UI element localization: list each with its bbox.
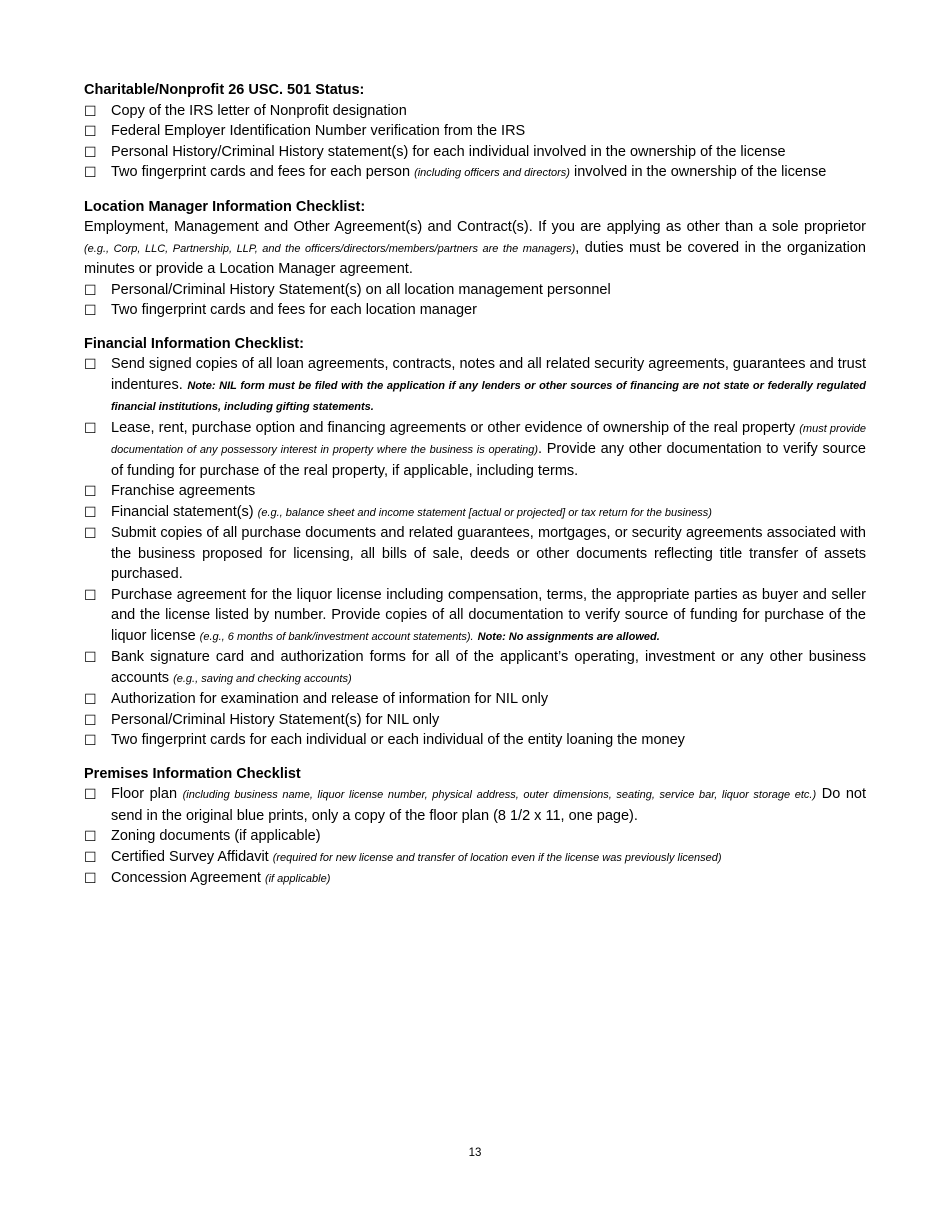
checklist-item[interactable] [84, 585, 866, 648]
location-manager-heading: Location Manager Information Checklist: [84, 198, 366, 215]
checklist-item[interactable] [84, 826, 866, 847]
location-manager-paragraph [84, 217, 866, 280]
item-text: Floor plan [111, 786, 178, 802]
checklist-item[interactable] [84, 784, 866, 826]
checkbox-icon[interactable]: ☐ [84, 302, 97, 318]
item-text: Zoning documents (if applicable) [111, 828, 321, 844]
item-note: (e.g., balance sheet and income statement [actual or projected] or tax return for the business) [257, 506, 712, 519]
checkbox-icon[interactable]: ☐ [84, 483, 97, 499]
item-text: Concession Agreement [111, 870, 261, 886]
checkbox-icon[interactable]: ☐ [84, 649, 97, 665]
checklist-item[interactable] [84, 101, 866, 122]
checkbox-icon[interactable]: ☐ [84, 711, 97, 728]
checkbox-icon[interactable]: ☐ [84, 586, 97, 603]
financial-section [84, 334, 866, 751]
para-note: (e.g., Corp, LLC, Partnership, LLP, and the officers/directors/members/partners are the managers) [84, 242, 576, 255]
item-text: Two fingerprint cards and fees for each person [111, 164, 411, 180]
charitable-heading: Charitable/Nonprofit 26 USC. 501 Status: [84, 82, 365, 98]
item-text: Certified Survey Affidavit [111, 848, 269, 865]
item-text: . Provide any other documentation to verify source of funding for purchase of the real property, if applicable, including terms. [111, 441, 866, 479]
item-text: Do not send in the original blue prints, only a copy of the floor plan (8 1/2 x 11, one page). [111, 786, 866, 824]
item-note: (e.g., 6 months of bank/investment account statements). [199, 630, 474, 643]
checklist-item[interactable] [84, 523, 866, 585]
item-text: Federal Employer Identification Number verification from the IRS [111, 123, 526, 139]
item-bold-note: Note: NIL form must be filed with the application if any lenders or other sources of financing are not state or federally regulated financial institutions, including gifting statements. [111, 379, 866, 413]
item-text: Two fingerprint cards and fees for each location manager [111, 302, 477, 318]
checklist-item[interactable] [84, 502, 866, 524]
checkbox-icon[interactable]: ☐ [84, 848, 97, 865]
checklist-item[interactable] [84, 121, 866, 142]
checklist-item[interactable] [84, 847, 866, 869]
checkbox-icon[interactable]: ☐ [84, 164, 97, 180]
checkbox-icon[interactable]: ☐ [84, 786, 97, 802]
checkbox-icon[interactable]: ☐ [84, 143, 97, 160]
item-text: Financial statement(s) [111, 503, 254, 520]
checklist-item[interactable] [84, 481, 866, 502]
item-text: involved in the ownership of the license [574, 164, 827, 180]
checklist-item[interactable] [84, 300, 866, 321]
checklist-item[interactable] [84, 354, 866, 418]
page-number: 13 [468, 1147, 482, 1159]
checklist-item[interactable] [84, 162, 866, 184]
checklist-item[interactable] [84, 647, 866, 689]
item-text: Submit copies of all purchase documents and related guarantees, mortgages, or security agreements associated with the business proposed for licensing, all bills of sale, deeds or other documents reflecting title transfer of assets purchased. [111, 525, 866, 582]
financial-heading: Financial Information Checklist: [84, 335, 304, 352]
checkbox-icon[interactable]: ☐ [84, 525, 97, 541]
checkbox-icon[interactable]: ☐ [84, 102, 97, 119]
item-text: Two fingerprint cards for each individual or each individual of the entity loaning the money [111, 732, 685, 748]
item-bold-note: Note: No assignments are allowed. [477, 630, 660, 643]
item-text: Copy of the IRS letter of Nonprofit designation [111, 102, 407, 119]
location-manager-section [84, 197, 866, 321]
checkbox-icon[interactable]: ☐ [84, 123, 97, 139]
checkbox-icon[interactable]: ☐ [84, 419, 97, 436]
para-text: , duties must be covered in the organization minutes or provide a Location Manager agreement. [84, 239, 866, 277]
checkbox-icon[interactable]: ☐ [84, 870, 97, 886]
item-note: (required for new license and transfer of location even if the license was previously licensed) [272, 851, 722, 864]
item-note: (must provide documentation of any possessory interest in property where the business is operating) [111, 422, 866, 456]
checklist-item[interactable] [84, 142, 866, 163]
item-text: Franchise agreements [111, 483, 256, 499]
item-note: (e.g., saving and checking accounts) [173, 672, 352, 685]
checkbox-icon[interactable]: ☐ [84, 732, 97, 748]
item-text: Authorization for examination and release of information for NIL only [111, 691, 549, 707]
para-text: Employment, Management and Other Agreement(s) and Contract(s). If you are applying as other than a sole proprietor [84, 219, 866, 235]
item-text: Purchase agreement for the liquor license including compensation, terms, the appropriate parties as buyer and seller and the license listed by number. Provide copies of all documentation to verify source of funding for purchase of the liquor license [111, 586, 866, 644]
premises-heading: Premises Information Checklist [84, 765, 301, 782]
checklist-item[interactable] [84, 868, 866, 890]
item-text: Bank signature card and authorization forms for all of the applicant’s operating, investment or any other business accounts [111, 649, 866, 686]
checkbox-icon[interactable]: ☐ [84, 828, 97, 844]
item-text: Personal History/Criminal History statement(s) for each individual involved in the ownership of the license [111, 143, 786, 160]
item-text: Send signed copies of all loan agreements, contracts, notes and all related security agreements, guarantees and trust indentures. [111, 356, 866, 393]
premises-section [84, 764, 866, 890]
checkbox-icon[interactable]: ☐ [84, 503, 97, 520]
item-note: (including officers and directors) [414, 167, 570, 179]
charitable-section [84, 80, 866, 184]
item-note: (including business name, liquor license number, physical address, outer dimensions, seating, service bar, liquor storage etc.) [182, 789, 817, 801]
checklist-item[interactable] [84, 280, 866, 301]
checkbox-icon[interactable]: ☐ [84, 281, 97, 298]
item-note: (if applicable) [264, 873, 331, 885]
checklist-item[interactable] [84, 418, 866, 482]
checkbox-icon[interactable]: ☐ [84, 691, 97, 707]
item-text: Lease, rent, purchase option and financing agreements or other evidence of ownership of the real property [111, 419, 796, 436]
item-text: Personal/Criminal History Statement(s) on all location management personnel [111, 281, 611, 298]
checklist-item[interactable] [84, 730, 866, 751]
checklist-item[interactable] [84, 689, 866, 710]
checklist-item[interactable] [84, 710, 866, 731]
item-text: Personal/Criminal History Statement(s) for NIL only [111, 711, 440, 728]
document-page [84, 80, 866, 903]
checkbox-icon[interactable]: ☐ [84, 356, 97, 372]
